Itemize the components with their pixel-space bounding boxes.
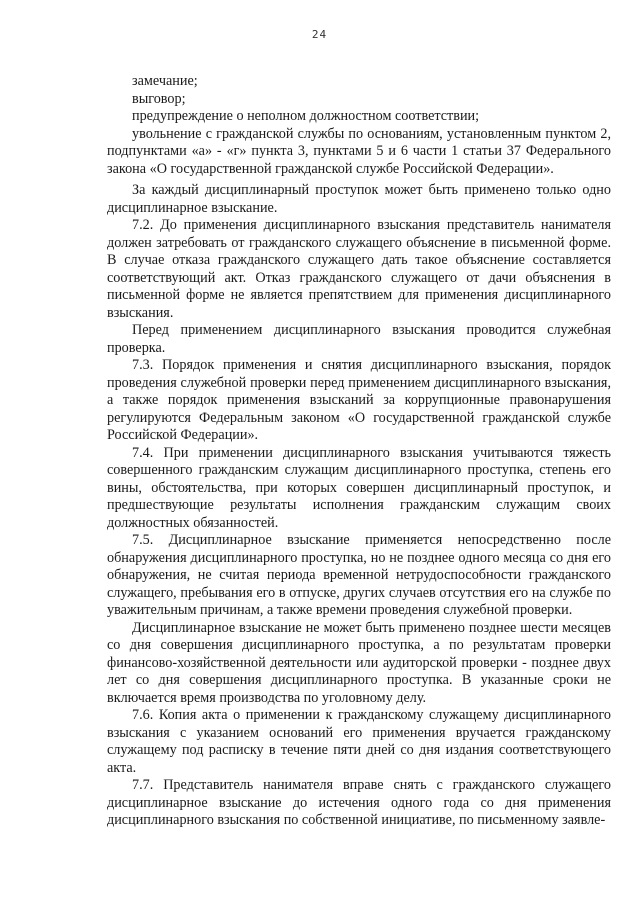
paragraph-7-3: 7.3. Порядок применения и снятия дисциплинарного взыскания, порядок проведения служебной проверки перед применением дисциплинарного взыскания, а также порядок применения взысканий за коррупционные правонарушения регулируются Федеральным законом «О государственной гражданской службе Российской Федерации». — [107, 357, 611, 443]
paragraph-7-7: 7.7. Представитель нанимателя вправе снять с гражданского служащего дисциплинарное взыскание до истечения одного года со дня применения дисциплинарного взыскания по собственной инициативе, по письменному заявле- — [107, 777, 611, 828]
list-item-reprimand: замечание; — [132, 73, 198, 89]
list-item-dismissal: увольнение с гражданской службы по основаниям, установленным пунктом 2, подпунктами «а» - «г» пункта 3, пунктами 5 и 6 части 1 статьи 37 Федерального закона «О государственной гражданской службе Российской Федерации». — [107, 125, 611, 177]
paragraph-7-5: 7.5. Дисциплинарное взыскание применяется непосредственно после обнаружения дисциплинарного проступка, но не позднее одного месяца со дня его обнаружения, не считая периода временной нетрудоспособности гражданского служащего, пребывания его в отпуске, других случаев отсутствия его на службе по уважительным причинам, а также времени проведения служебной проверки. — [107, 532, 611, 618]
page-number: 24 — [311, 28, 328, 41]
paragraph-official-check: Перед применением дисциплинарного взыскания проводится служебная проверка. — [107, 322, 611, 356]
paragraph-time-limits: Дисциплинарное взыскание не может быть применено позднее шести месяцев со дня совершения дисциплинарного проступка, а по результатам проверки финансово-хозяйственной деятельности или аудиторской проверки - позднее двух лет со дня совершения дисциплинарного проступка. В указанные сроки не включается время производства по уголовному делу. — [107, 619, 611, 706]
list-item-rebuke: выговор; — [132, 90, 186, 107]
paragraph-single-penalty: За каждый дисциплинарный проступок может быть применено только одно дисциплинарное взыскание. — [107, 182, 611, 216]
document-body — [107, 73, 611, 830]
paragraph-7-6: 7.6. Копия акта о применении к гражданскому служащему дисциплинарного взыскания с указанием оснований его применения вручается гражданскому служащему под расписку в течение пяти дней со дня издания соответствующего акта. — [107, 707, 611, 776]
paragraph-7-2: 7.2. До применения дисциплинарного взыскания представитель нанимателя должен затребовать от гражданского служащего объяснение в письменной форме. В случае отказа гражданского служащего дать такое объяснение составляется соответствующий акт. Отказ гражданского служащего от дачи объяснения в письменной форме не является препятствием для применения дисциплинарного взыскания. — [107, 217, 611, 321]
paragraph-7-4: 7.4. При применении дисциплинарного взыскания учитываются тяжесть совершенного гражданским служащим дисциплинарного проступка, степень его вины, обстоятельства, при которых совершен дисциплинарный проступок, и предшествующие результаты исполнения гражданским служащим своих должностных обязанностей. — [107, 444, 611, 531]
list-item-warning: предупреждение о неполном должностном соответствии; — [132, 108, 480, 124]
